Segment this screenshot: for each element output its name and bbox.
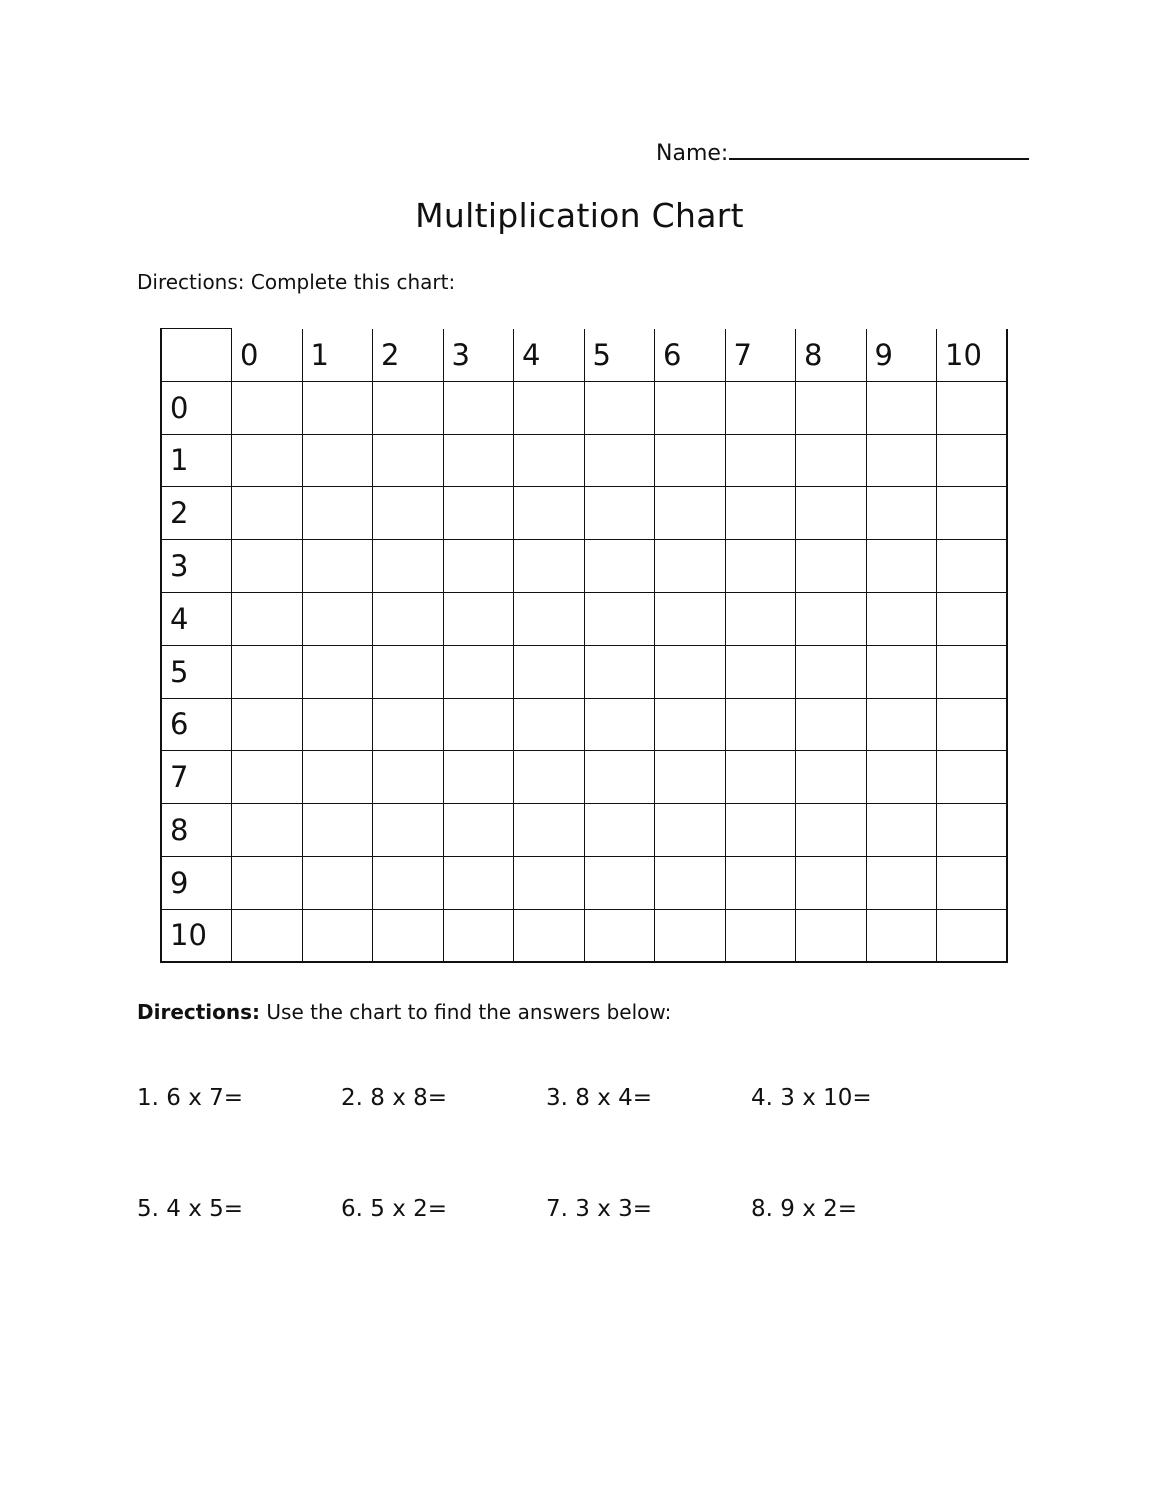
answer-cell[interactable] — [866, 645, 937, 698]
problem-8: 8. 9 x 2= — [751, 1196, 858, 1222]
answer-cell[interactable] — [302, 698, 373, 751]
answer-cell[interactable] — [443, 645, 514, 698]
answer-cell[interactable] — [373, 381, 444, 434]
answer-cell[interactable] — [937, 909, 1008, 962]
grid-row — [161, 645, 1007, 698]
directions-complete-chart: Directions: Complete this chart: — [137, 270, 456, 294]
answer-cell[interactable] — [655, 434, 726, 487]
answer-cell[interactable] — [725, 698, 796, 751]
answer-cell[interactable] — [796, 909, 867, 962]
answer-cell[interactable] — [232, 698, 303, 751]
answer-cell[interactable] — [514, 487, 585, 540]
answer-cell[interactable] — [584, 804, 655, 857]
answer-cell[interactable] — [584, 592, 655, 645]
answer-cell[interactable] — [655, 645, 726, 698]
answer-cell[interactable] — [866, 856, 937, 909]
column-header-cell: 2 — [373, 329, 444, 382]
answer-cell[interactable] — [232, 434, 303, 487]
row-header-cell: 3 — [161, 540, 232, 593]
answer-cell[interactable] — [866, 487, 937, 540]
answer-cell[interactable] — [443, 381, 514, 434]
column-header-cell: 6 — [655, 329, 726, 382]
column-header-cell: 1 — [302, 329, 373, 382]
column-header-cell: 7 — [725, 329, 796, 382]
answer-cell[interactable] — [232, 592, 303, 645]
answer-cell[interactable] — [373, 540, 444, 593]
answer-cell[interactable] — [796, 487, 867, 540]
row-header-cell: 8 — [161, 804, 232, 857]
answer-cell[interactable] — [866, 381, 937, 434]
answer-cell[interactable] — [514, 751, 585, 804]
problem-5: 5. 4 x 5= — [137, 1196, 244, 1222]
answer-cell[interactable] — [232, 804, 303, 857]
answer-cell[interactable] — [725, 592, 796, 645]
column-header-cell: 0 — [232, 329, 303, 382]
page-title: Multiplication Chart — [415, 196, 744, 235]
grid-row — [161, 804, 1007, 857]
answer-cell[interactable] — [373, 751, 444, 804]
answer-cell[interactable] — [514, 434, 585, 487]
answer-cell[interactable] — [796, 698, 867, 751]
answer-cell[interactable] — [373, 434, 444, 487]
answer-cell[interactable] — [866, 434, 937, 487]
multiplication-grid-container — [160, 328, 1008, 963]
answer-cell[interactable] — [302, 381, 373, 434]
answer-cell[interactable] — [232, 645, 303, 698]
column-header-cell: 8 — [796, 329, 867, 382]
grid-row — [161, 856, 1007, 909]
column-header-cell: 3 — [443, 329, 514, 382]
answer-cell[interactable] — [514, 804, 585, 857]
name-label: Name: — [656, 141, 729, 166]
answer-cell[interactable] — [373, 645, 444, 698]
answer-cell[interactable] — [443, 540, 514, 593]
row-header-cell: 1 — [161, 434, 232, 487]
row-header-cell: 9 — [161, 856, 232, 909]
answer-cell[interactable] — [725, 804, 796, 857]
grid-row — [161, 434, 1007, 487]
answer-cell[interactable] — [725, 856, 796, 909]
answer-cell[interactable] — [866, 698, 937, 751]
answer-cell[interactable] — [443, 434, 514, 487]
answer-cell[interactable] — [373, 909, 444, 962]
directions-label: Directions: — [137, 1000, 261, 1024]
answer-cell[interactable] — [866, 751, 937, 804]
answer-cell[interactable] — [937, 540, 1008, 593]
answer-cell[interactable] — [937, 645, 1008, 698]
answer-cell[interactable] — [725, 434, 796, 487]
answer-cell[interactable] — [373, 487, 444, 540]
answer-cell[interactable] — [655, 592, 726, 645]
column-header-cell: 4 — [514, 329, 585, 382]
answer-cell[interactable] — [584, 645, 655, 698]
answer-cell[interactable] — [302, 540, 373, 593]
grid-header-row — [161, 329, 1007, 382]
answer-cell[interactable] — [725, 381, 796, 434]
answer-cell[interactable] — [725, 487, 796, 540]
answer-cell[interactable] — [655, 381, 726, 434]
answer-cell[interactable] — [443, 751, 514, 804]
answer-cell[interactable] — [725, 540, 796, 593]
answer-cell[interactable] — [232, 540, 303, 593]
row-header-cell: 6 — [161, 698, 232, 751]
answer-cell[interactable] — [443, 856, 514, 909]
answer-cell[interactable] — [584, 698, 655, 751]
grid-row — [161, 751, 1007, 804]
row-header-cell: 0 — [161, 381, 232, 434]
problem-4: 4. 3 x 10= — [751, 1085, 872, 1111]
grid-corner-cell — [161, 329, 232, 382]
answer-cell[interactable] — [584, 487, 655, 540]
grid-row — [161, 698, 1007, 751]
answer-cell[interactable] — [796, 381, 867, 434]
problem-7: 7. 3 x 3= — [546, 1196, 653, 1222]
answer-cell[interactable] — [373, 698, 444, 751]
multiplication-grid — [160, 328, 1008, 963]
answer-cell[interactable] — [655, 909, 726, 962]
answer-cell[interactable] — [514, 540, 585, 593]
column-header-cell: 5 — [584, 329, 655, 382]
answer-cell[interactable] — [584, 381, 655, 434]
answer-cell[interactable] — [514, 381, 585, 434]
answer-cell[interactable] — [937, 856, 1008, 909]
answer-cell[interactable] — [302, 751, 373, 804]
problem-6: 6. 5 x 2= — [341, 1196, 448, 1222]
answer-cell[interactable] — [937, 698, 1008, 751]
answer-cell[interactable] — [443, 909, 514, 962]
grid-row — [161, 487, 1007, 540]
grid-row — [161, 592, 1007, 645]
answer-cell[interactable] — [373, 592, 444, 645]
answer-cell[interactable] — [655, 856, 726, 909]
answer-cell[interactable] — [866, 804, 937, 857]
answer-cell[interactable] — [796, 751, 867, 804]
answer-cell[interactable] — [725, 751, 796, 804]
answer-cell[interactable] — [937, 592, 1008, 645]
answer-cell[interactable] — [443, 487, 514, 540]
column-header-cell: 10 — [937, 329, 1008, 382]
answer-cell[interactable] — [443, 804, 514, 857]
answer-cell[interactable] — [725, 645, 796, 698]
answer-cell[interactable] — [937, 381, 1008, 434]
answer-cell[interactable] — [514, 856, 585, 909]
answer-cell[interactable] — [443, 592, 514, 645]
answer-cell[interactable] — [584, 909, 655, 962]
answer-cell[interactable] — [796, 592, 867, 645]
answer-cell[interactable] — [866, 540, 937, 593]
directions-use-chart — [137, 1000, 671, 1024]
answer-cell[interactable] — [232, 487, 303, 540]
answer-cell[interactable] — [937, 751, 1008, 804]
answer-cell[interactable] — [232, 856, 303, 909]
answer-cell[interactable] — [373, 804, 444, 857]
row-header-cell: 10 — [161, 909, 232, 962]
answer-cell[interactable] — [725, 909, 796, 962]
answer-cell[interactable] — [796, 645, 867, 698]
answer-cell[interactable] — [655, 540, 726, 593]
answer-cell[interactable] — [655, 751, 726, 804]
answer-cell[interactable] — [584, 856, 655, 909]
answer-cell[interactable] — [796, 856, 867, 909]
answer-cell[interactable] — [232, 909, 303, 962]
answer-cell[interactable] — [232, 381, 303, 434]
problem-2: 2. 8 x 8= — [341, 1085, 448, 1111]
grid-row — [161, 381, 1007, 434]
grid-row — [161, 909, 1007, 962]
answer-cell[interactable] — [655, 698, 726, 751]
answer-cell[interactable] — [302, 909, 373, 962]
answer-cell[interactable] — [655, 487, 726, 540]
answer-cell[interactable] — [302, 592, 373, 645]
name-blank-line[interactable] — [729, 140, 1029, 160]
answer-cell[interactable] — [584, 434, 655, 487]
answer-cell[interactable] — [796, 804, 867, 857]
directions-text: Use the chart to find the answers below: — [260, 1000, 672, 1024]
answer-cell[interactable] — [302, 487, 373, 540]
answer-cell[interactable] — [937, 434, 1008, 487]
answer-cell[interactable] — [514, 698, 585, 751]
answer-cell[interactable] — [937, 804, 1008, 857]
answer-cell[interactable] — [866, 909, 937, 962]
answer-cell[interactable] — [443, 698, 514, 751]
answer-cell[interactable] — [655, 804, 726, 857]
grid-row — [161, 540, 1007, 593]
problem-1: 1. 6 x 7= — [137, 1085, 244, 1111]
answer-cell[interactable] — [302, 645, 373, 698]
answer-cell[interactable] — [514, 592, 585, 645]
answer-cell[interactable] — [796, 540, 867, 593]
answer-cell[interactable] — [796, 434, 867, 487]
column-header-cell: 9 — [866, 329, 937, 382]
answer-cell[interactable] — [302, 856, 373, 909]
row-header-cell: 5 — [161, 645, 232, 698]
problem-3: 3. 8 x 4= — [546, 1085, 653, 1111]
answer-cell[interactable] — [584, 540, 655, 593]
answer-cell[interactable] — [584, 751, 655, 804]
answer-cell[interactable] — [232, 751, 303, 804]
answer-cell[interactable] — [514, 909, 585, 962]
answer-cell[interactable] — [866, 592, 937, 645]
answer-cell[interactable] — [514, 645, 585, 698]
row-header-cell: 2 — [161, 487, 232, 540]
row-header-cell: 4 — [161, 592, 232, 645]
name-field — [656, 140, 1029, 166]
answer-cell[interactable] — [302, 434, 373, 487]
answer-cell[interactable] — [373, 856, 444, 909]
answer-cell[interactable] — [937, 487, 1008, 540]
row-header-cell: 7 — [161, 751, 232, 804]
answer-cell[interactable] — [302, 804, 373, 857]
